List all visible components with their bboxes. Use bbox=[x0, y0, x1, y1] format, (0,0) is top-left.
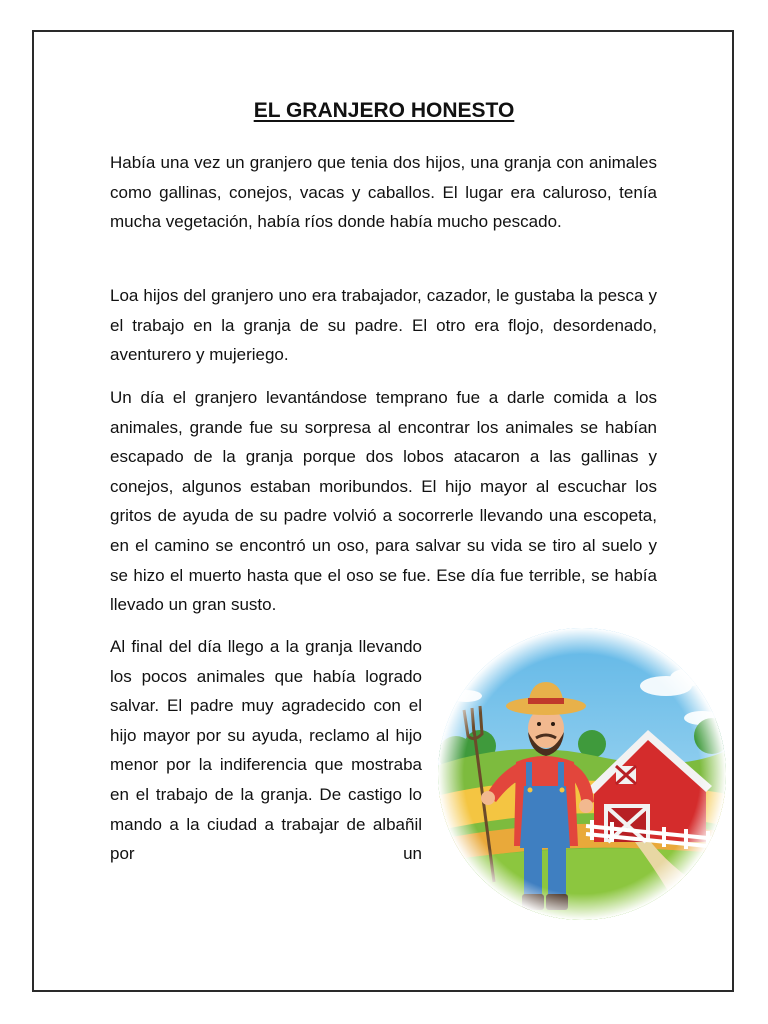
paragraph-1: Había una vez un granjero que tenia dos hijos, una granja con animales como gallinas, conejos, vacas y caballos. El lugar era caluroso, tenía mucha vegetación, había ríos donde había mucho pescado. bbox=[110, 153, 657, 232]
paragraph-3: Un día el granjero levantándose temprano fue a darle comida a los animales, grande fue su sorpresa al encontrar los animales se habían escapado de la granja porque dos lobos atacaron a las gallinas y conejos, algunos estaban moribundos. El hijo mayor al escuchar los gritos de ayuda de su padre volvió a socorrerle llevando una escopeta, en el camino se encontró un oso, para salvar su vida se tiro al suelo y se hizo el muerto hasta que el oso se fue. Ese día fue terrible, se había llevado un gran susto. bbox=[110, 388, 657, 615]
farmer-illustration bbox=[436, 626, 728, 922]
document-title: EL GRANJERO HONESTO bbox=[253, 99, 515, 122]
paragraph-2: Loa hijos del granjero uno era trabajador, cazador, le gustaba la pesca y el trabajo en la granja de su padre. El otro era flojo, desordenado, aventurero y mujeriego. bbox=[110, 286, 657, 365]
paragraph-4: Al final del día llego a la granja llevando los pocos animales que había logrado salvar. El padre muy agradecido con el hijo mayor por su ayuda, reclamo al hijo menor por la indiferencia que mostraba en el trabajo de la granja. De castigo lo mando a la ciudad a trabajar de albañil por un bbox=[110, 637, 422, 864]
